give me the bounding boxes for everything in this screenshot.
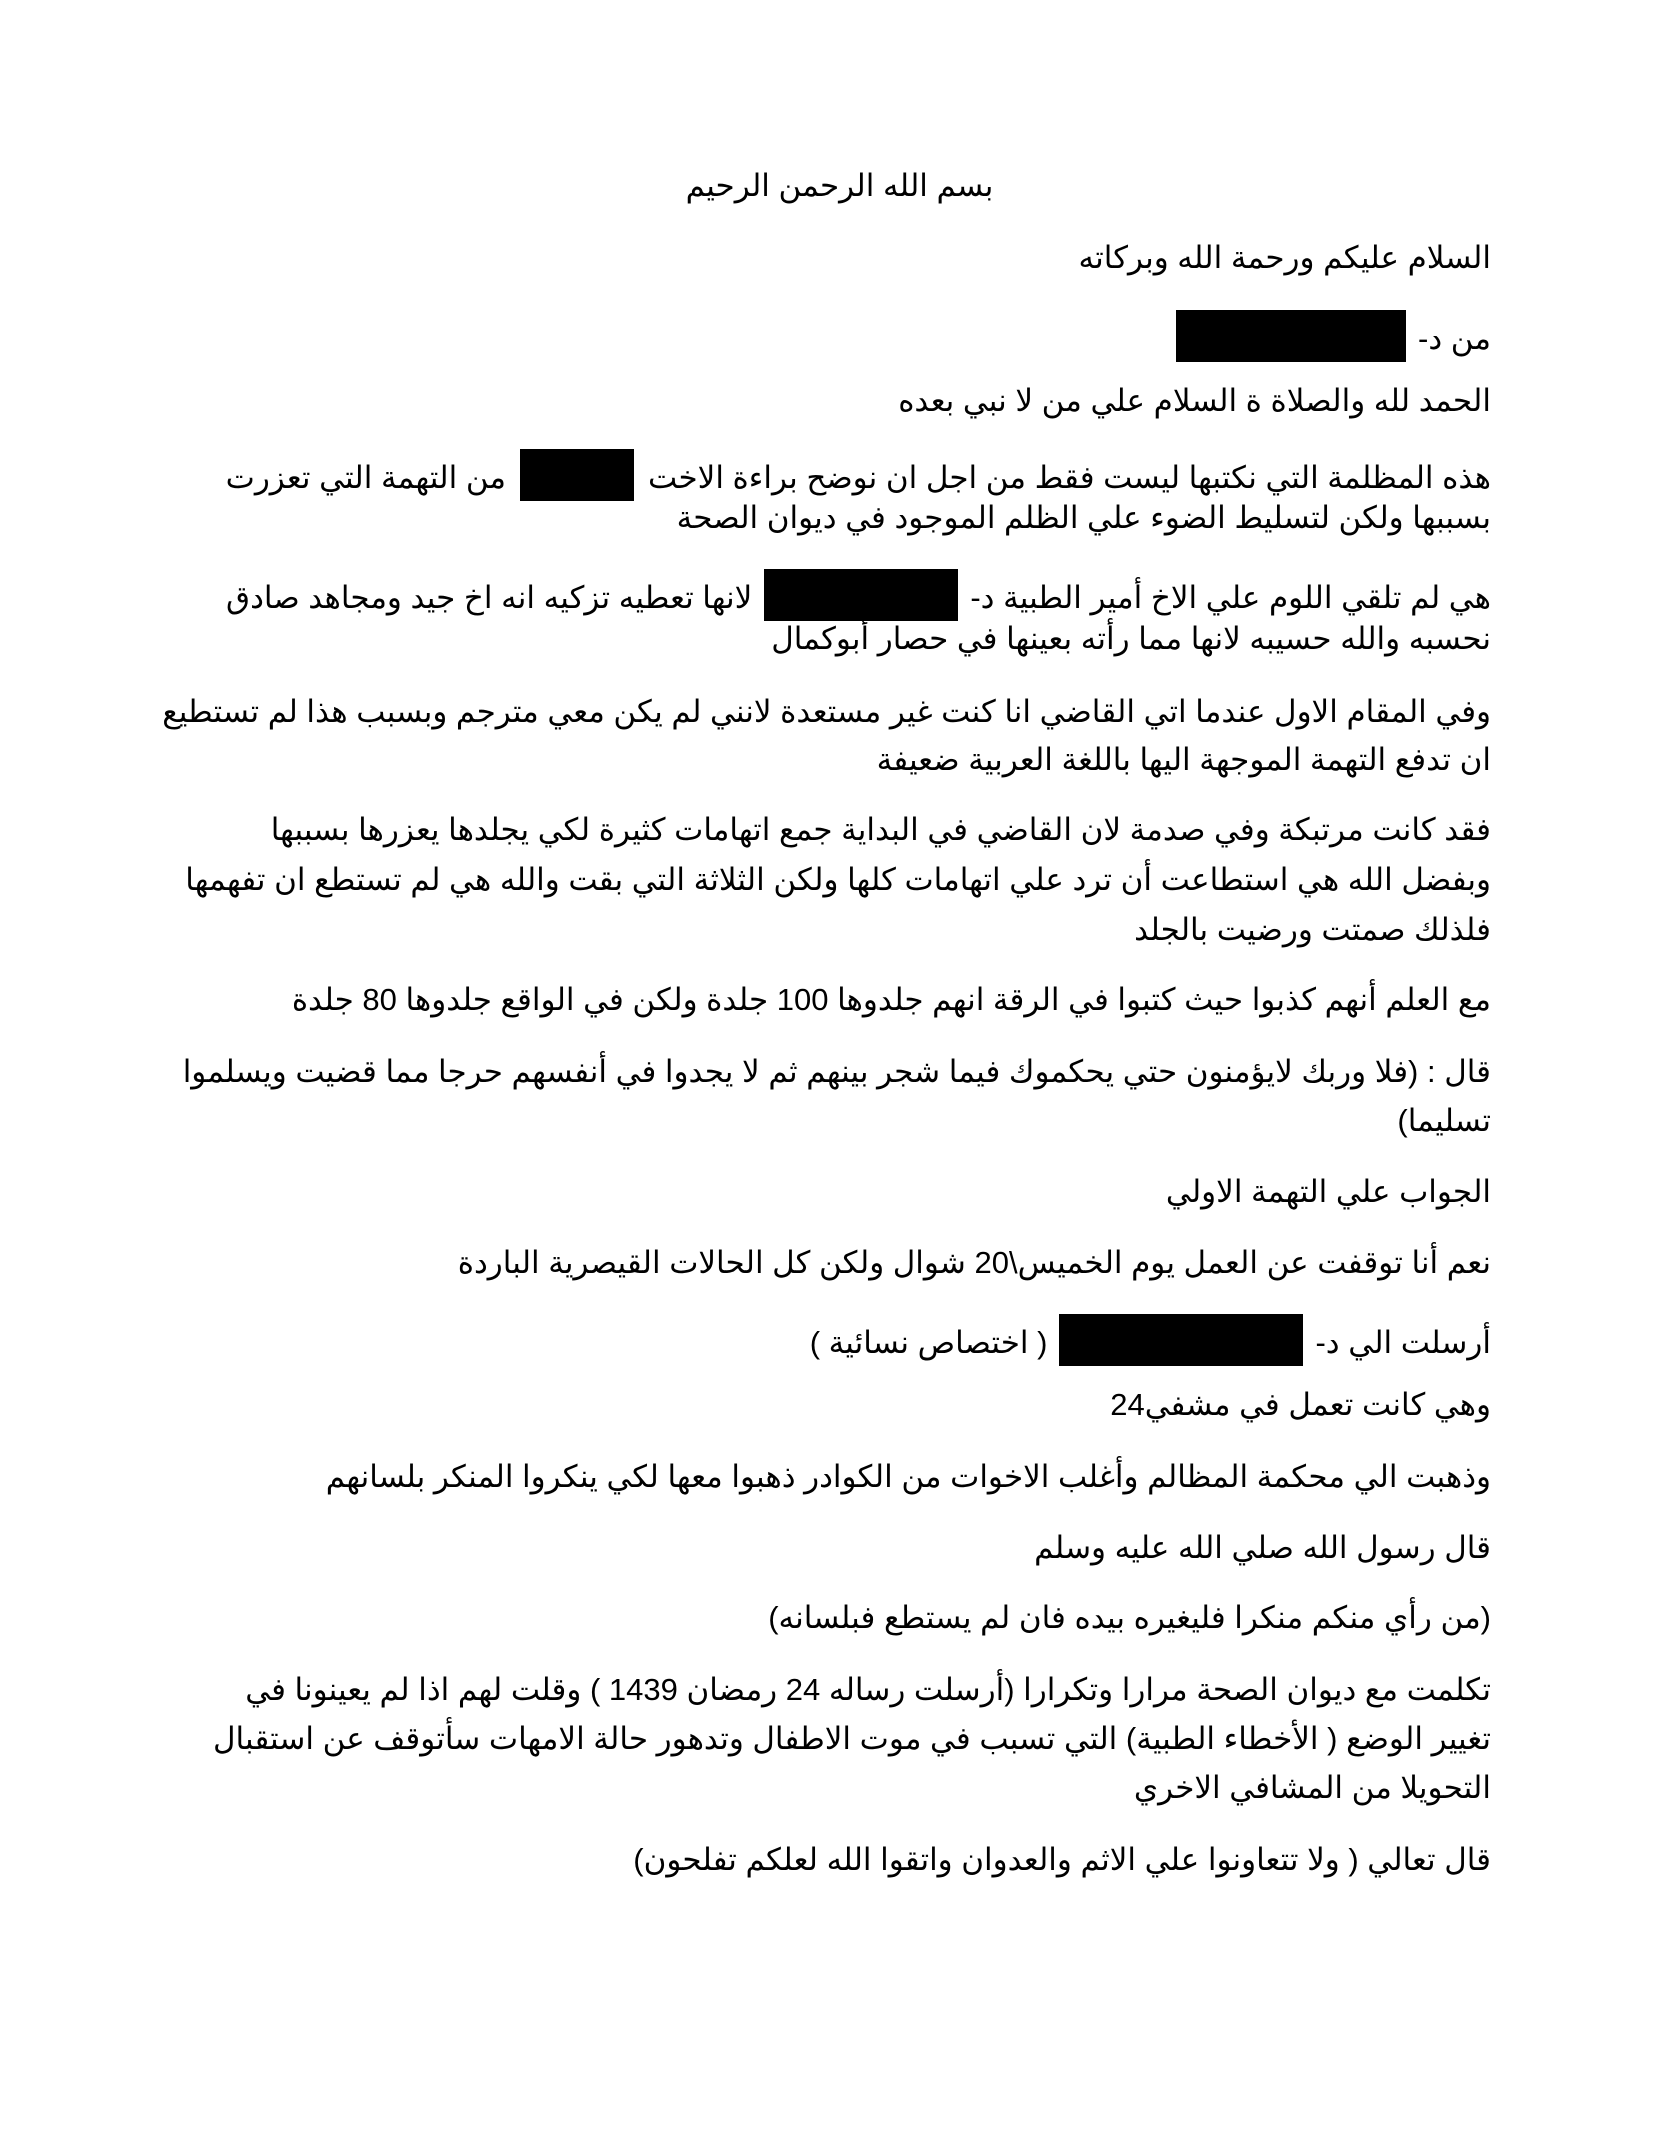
paragraph-line [810,1314,1491,1366]
paragraph-text: أرسلت الي د- [1315,1325,1491,1360]
paragraph-line [226,569,1491,621]
paragraph-line: تكلمت مع ديوان الصحة مرارا وتكرارا (أرسلت رساله 24 رمضان 1439 ) وقلت لهم اذا لم يعينونا في [245,1672,1491,1707]
paragraph-line: التحويلا من المشافي الاخري [1133,1770,1491,1805]
document-title: بسم الله الرحمن الرحيم [685,168,994,203]
redaction-box [764,569,958,621]
paragraph-line: نعم أنا توقفت عن العمل يوم الخميس\20 شوال ولكن كل الحالات القيصرية الباردة [457,1245,1491,1280]
paragraph-line: مع العلم أنهم كذبوا حيث كتبوا في الرقة انهم جلدوها 100 جلدة ولكن في الواقع جلدوها 80 جلدة [291,982,1491,1017]
paragraph-line: وبفضل الله هي استطاعت أن ترد علي اتهامات كلها ولكن الثلاثة التي بقت والله هي لم تستطع ان تفهمها [185,862,1491,897]
paragraph-text: من التهمة التي تعزرت [225,460,507,495]
hadith-quote: (من رأي منكم منكرا فليغيره بيده فان لم يستطع فبلسانه) [768,1600,1491,1635]
quote-line: تسليما) [1397,1103,1491,1138]
redaction-box [520,449,634,501]
paragraph-line: فلذلك صمتت ورضيت بالجلد [1134,912,1491,947]
paragraph-line: ان تدفع التهمة الموجهة اليها باللغة العربية ضعيفة [876,742,1491,777]
quote-line: قال تعالي ( ولا تتعاونوا علي الاثم والعدوان واتقوا الله لعلكم تفلحون) [633,1842,1491,1877]
redaction-box [1176,310,1406,362]
paragraph-line: وهي كانت تعمل في مشفي24 [1110,1387,1491,1422]
paragraph-text: لانها تعطيه تزكيه انه اخ جيد ومجاهد صادق [226,580,753,615]
section-heading: الجواب علي التهمة الاولي [1165,1174,1491,1209]
paragraph-line: تغيير الوضع ( الأخطاء الطبية) التي تسبب في موت الاطفال وتدهور حالة الامهات سأتوقف عن استقبال [213,1721,1491,1756]
paragraph-line: نحسبه والله حسيبه لانها مما رأته بعينها في حصار أبوكمال [771,621,1491,656]
greeting: السلام عليكم ورحمة الله وبركاته [1078,240,1491,275]
paragraph-line [226,449,1491,501]
paragraph-line: وذهبت الي محكمة المظالم وأغلب الاخوات من الكوادر ذهبوا معها لكي ينكروا المنكر بلسانهم [325,1459,1491,1494]
redaction-box [1059,1314,1303,1366]
paragraph-text: هذه المظلمة التي نكتبها ليست فقط من اجل ان نوضح براءة الاخت [648,460,1491,495]
quote-line: قال : (فلا وربك لايؤمنون حتي يحكموك فيما شجر بينهم ثم لا يجدوا في أنفسهم حرجا مما قضيت ويسلموا [182,1054,1491,1089]
hadith-intro: قال رسول الله صلي الله عليه وسلم [1034,1530,1491,1565]
from-line [1164,310,1491,362]
from-prefix: من د- [1418,321,1491,356]
paragraph-text: هي لم تلقي اللوم علي الاخ أمير الطبية د- [970,580,1491,615]
paragraph-text: ( اختصاص نسائية ) [809,1325,1048,1360]
praise-line: الحمد لله والصلاة ة السلام علي من لا نبي بعده [898,383,1491,418]
paragraph-line: فقد كانت مرتبكة وفي صدمة لان القاضي في البداية جمع اتهامات كثيرة لكي يجلدها يعزرها بسببها [270,812,1491,847]
paragraph-line: بسببها ولكن لتسليط الضوء علي الظلم الموجود في ديوان الصحة [676,500,1491,535]
paragraph-line: وفي المقام الاول عندما اتي القاضي انا كنت غير مستعدة لانني لم يكن معي مترجم وبسبب هذا لم تستطيع [162,694,1491,729]
